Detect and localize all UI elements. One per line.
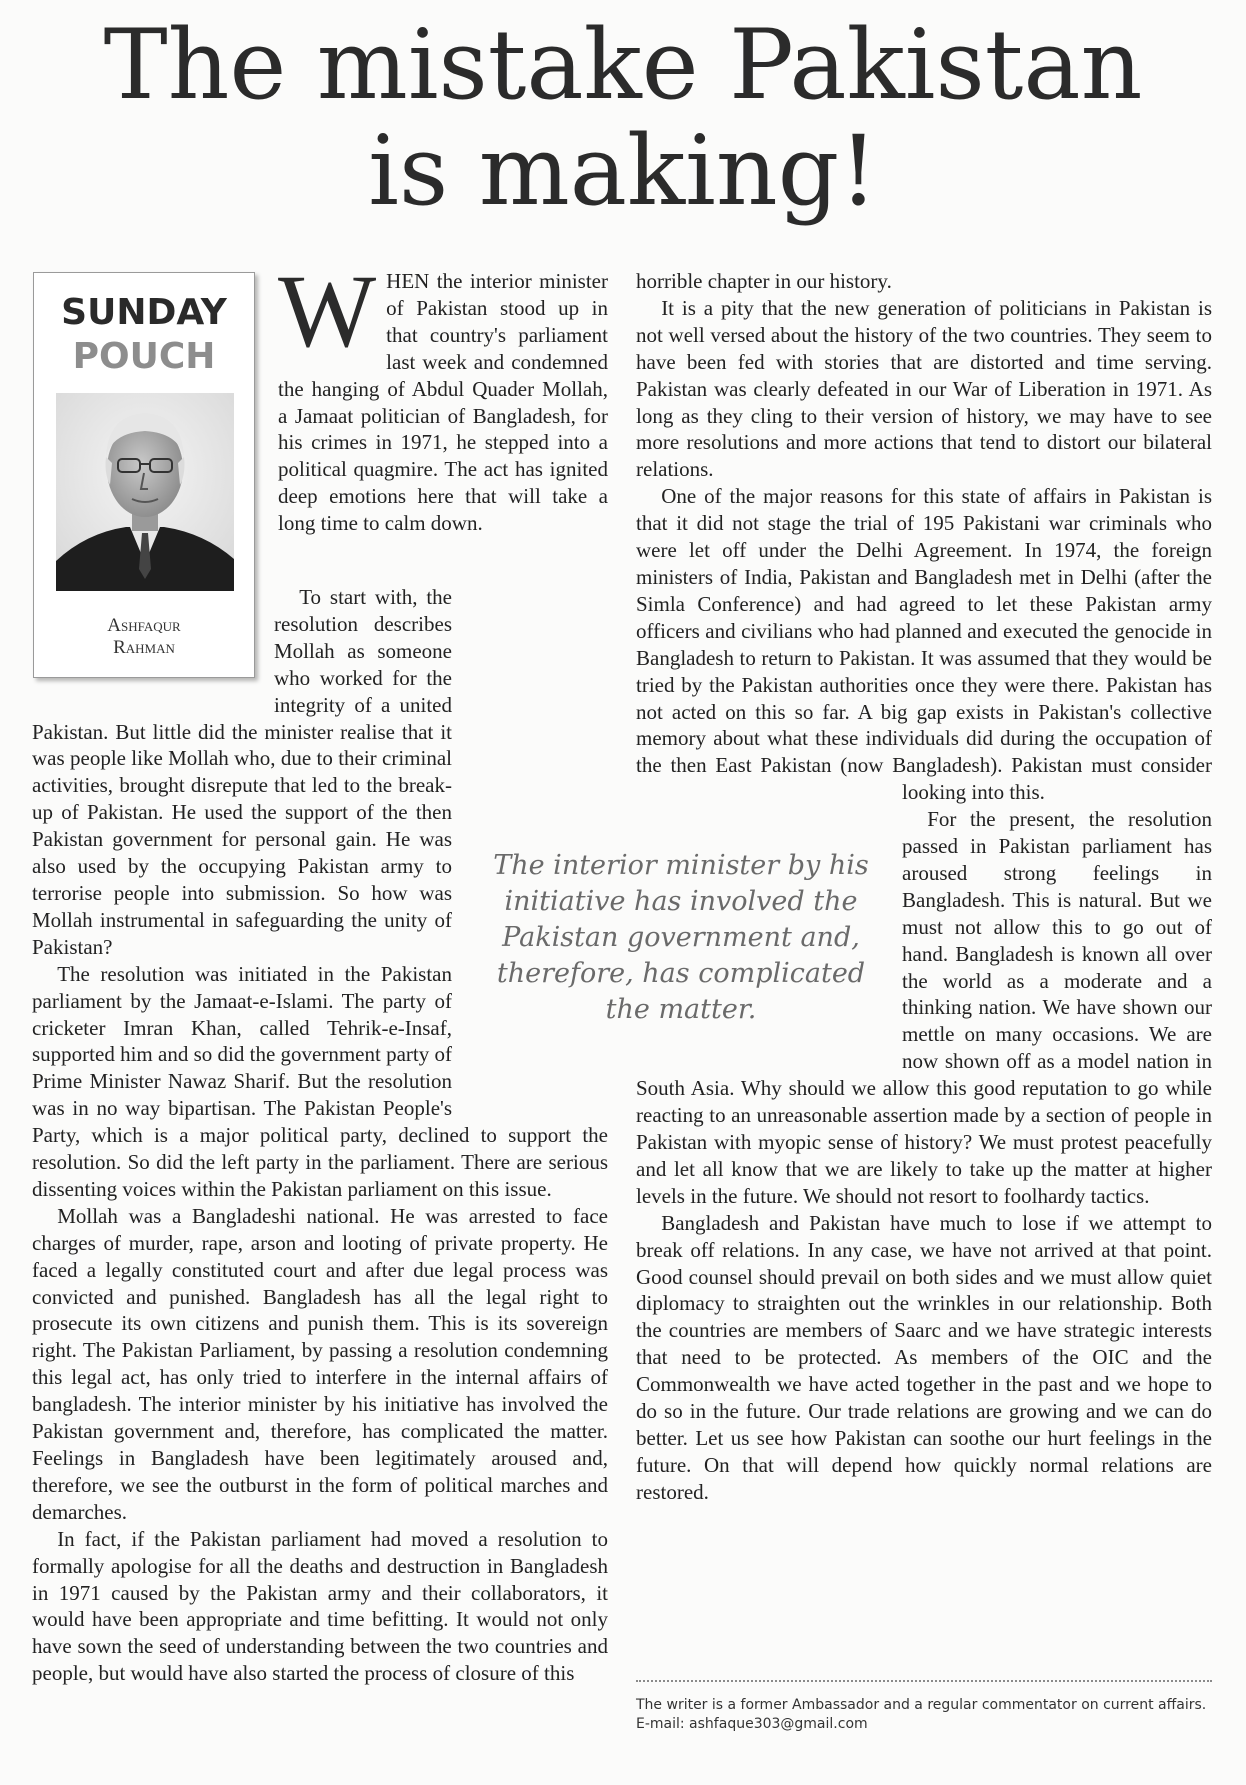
paragraph: To start with, the resolution describes Mollah as someone who worked for the integrity of a united Pakistan. But little did the minister realise that it was people like Mollah who, due to their criminal activities, brought disrepute that led to the break-up of Pakistan. He used the support of the then Pakistan government for personal gain. He was also used by the occupying Pakistan army to terrorise people into submission. So how was Mollah instrumental in safeguarding the unity of Pakistan? <box>32 585 452 959</box>
author-portrait <box>56 393 234 591</box>
paragraph: In fact, if the Pakistan parliament had moved a resolution to formally apologise for all the deaths and destruction in Bangladesh in 1971 caused by the Pakistan army and their collaborators, it would have been appropriate and time befitting. It would not only have sown the seed of understanding between the two countries and people, but would have also started the process of closure of this <box>32 1526 608 1686</box>
divider <box>636 1680 1212 1682</box>
byline-spacer <box>32 584 274 696</box>
headline-line-2: is making! <box>368 115 878 227</box>
paragraph: Mollah was a Bangladeshi national. He was arrested to face charges of murder, rape, arson and looting of private property. He faced a legally constituted court and after due legal process was convicted and punished. Bangladesh has all the legal right to prosecute its own citizens and punish them. This is its sovereign right. The Pakistan Parliament, by passing a resolution condemning this legal act, has only tried to interfere in the internal affairs of bangladesh. The interior minister by his initiative has involved the Pakistan government and, therefore, has complicated the matter. Feelings in Bangladesh have been legitimately aroused and, therefore, we see the outburst in the form of political marches and demarches. <box>32 1203 608 1524</box>
left-flow <box>32 584 608 1687</box>
pull-quote: The interior minister by his initiative has involved the Pakistan government and, therefore, has complicated the matter. <box>493 850 869 1025</box>
footnote-bio: The writer is a former Ambassador and a regular commentator on current affairs. <box>636 1697 1207 1713</box>
paragraph: horrible chapter in our history. <box>636 269 892 293</box>
headline-line-1: The mistake Pakistan <box>103 9 1143 121</box>
paragraph: One of the major reasons for this state of affairs in Pakistan is that it did not stage the trial of 195 Pakistani war criminals who were let off under the Delhi Agreement. In 1974, the foreign ministers of India, Pakistan and Bangladesh met in Delhi (after the Simla Conference) and had agreed to let these Pakistan army officers and civilians who had planned and executed the genocide in Bangladesh to return to Pakistan. It was assumed that they would be tried by the Pakistan authorities once they were there. Pakistan has not acted on this so far. A big gap exists in Pakistan's collective memory about what these individuals did during the occupation of the then East Pakistan (now Bangladesh). Pakistan must consider looking into this. <box>636 484 1212 805</box>
paragraph: Bangladesh and Pakistan have much to lose if we attempt to break off relations. In any case, we have not arrived at that point. Good counsel should prevail on both sides and we must allow quiet diplomacy to straighten out the wrinkles in our relationship. Both the countries are members of Saarc and we have strategic interests that need to be protected. As members of the OIC and the Commonwealth we have acted together in the past and we hope to do so in the future. Our trade relations are growing and we can do better. Let us see how Pakistan can soothe our hurt feelings in the future. On that will depend how quickly normal relations are restored. <box>636 1210 1212 1504</box>
headline <box>0 9 1246 227</box>
column-name <box>34 291 254 379</box>
paragraph: It is a pity that the new generation of politicians in Pakistan is not well versed about the history of the two countries. They seem to have been fed with stories that are distorted and time serving. Pakistan was clearly defeated in our War of Liberation in 1971. As long as they cling to their version of history, we may have to see more resolutions and more actions that tend to distort our bilateral relations. <box>636 295 1212 482</box>
author-name-line-2: Rahman <box>113 637 175 658</box>
drop-cap: W <box>278 254 377 369</box>
article-column-left <box>278 254 608 537</box>
article-column-left-text <box>32 584 608 1764</box>
paragraph: For the present, the resolution passed in Pakistan parliament has aroused strong feelings in Bangladesh. This is natural. But we must not allow this to go out of hand. Bangladesh is known all over the world as a moderate and a thinking nation. We have shown our mettle on many occasions. We are now shown off as a model nation in South Asia. Why should we allow this good reputation to go while reacting to an unreasonable assertion made by a section of people in Pakistan with myopic sense of history? We must protest peacefully and let all know that we are likely to take up the matter at higher levels in the future. We should not resort to foolhardy tactics. <box>636 807 1212 1208</box>
column-name-line-2: POUCH <box>72 336 216 377</box>
author-name-line-1: Ashfaqur <box>107 615 181 636</box>
paragraph: The resolution was initiated in the Pakistan parliament by the Jamaat-e-Islami. The party of cricketer Imran Khan, called Tehrik-e-Insaf, supported him and so did the government party of Prime Minister Nawaz Sharif. But the resolution was in no way bipartisan. The Pakistan People's Party, which is a major political party, declined to support the resolution. So did the left party in the parliament. There are serious dissenting voices within the Pakistan parliament on this issue. <box>32 961 608 1201</box>
author-footnote <box>636 1696 1216 1734</box>
paragraph: WHEN the interior minister of Pakistan stood up in that country's parliament last week and condemned the hanging of Abdul Quader Mollah, a Jamaat politician of Bangladesh, for his crimes in 1971, he stepped into a political quagmire. The act has ignited deep emotions here that will take a long time to calm down. <box>278 254 608 536</box>
column-name-line-1: SUNDAY <box>61 292 227 333</box>
footnote-email: E-mail: ashfaque303@gmail.com <box>636 1716 868 1732</box>
